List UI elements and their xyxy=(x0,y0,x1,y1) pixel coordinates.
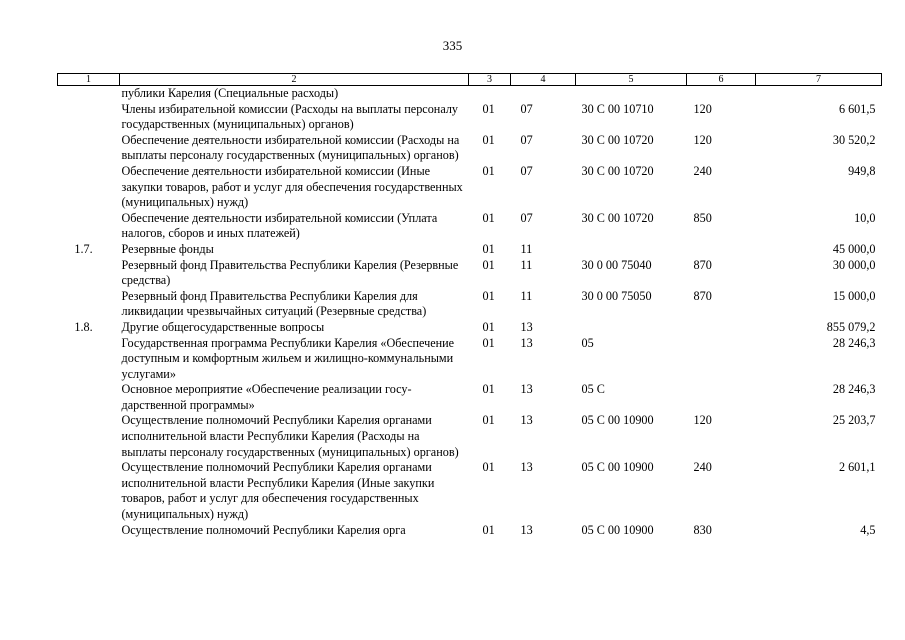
row-section: 01 xyxy=(482,522,495,537)
header-col-6: 6 xyxy=(687,74,756,86)
page-number: 335 xyxy=(442,38,463,53)
table-row xyxy=(58,86,882,102)
row-amount: 28 246,3 xyxy=(832,382,876,397)
row-name: Обеспечение деятельности избирательной комиссии (Иные закупки товаров, работ и услуг для обеспечения государственных (муниципальных) нужд) xyxy=(121,163,463,210)
row-expense-type: 120 xyxy=(693,132,712,147)
row-name: Обеспечение деятельности избирательной комиссии (Расходы на выплаты персоналу государственных (муниципальных) органов) xyxy=(121,132,460,163)
row-subsection: 07 xyxy=(520,101,533,116)
row-subsection: 07 xyxy=(520,210,533,225)
row-section: 01 xyxy=(482,210,495,225)
row-target-code: 05 С xyxy=(581,382,605,397)
row-name: Резервный фонд Правительства Республики Карелия для ликвидации чрезвычайных ситуаций (Резервные средства) xyxy=(121,288,427,319)
row-target-code xyxy=(576,86,687,102)
row-subsection: 07 xyxy=(520,163,533,178)
row-name: Резервный фонд Правительства Республики Карелия (Резервные средства) xyxy=(121,257,459,288)
row-target-code xyxy=(576,320,687,336)
row-expense-type xyxy=(687,242,756,258)
row-number xyxy=(58,289,120,320)
row-section: 01 xyxy=(482,163,495,178)
row-subsection: 13 xyxy=(520,460,533,475)
row-amount: 30 000,0 xyxy=(832,257,876,272)
row-subsection: 13 xyxy=(520,319,533,334)
row-number: 1.8. xyxy=(74,319,93,334)
row-amount: 25 203,7 xyxy=(832,413,876,428)
row-section: 01 xyxy=(482,101,495,116)
table-row xyxy=(58,413,882,460)
table-row xyxy=(58,336,882,383)
row-expense-type xyxy=(687,336,756,383)
table-row xyxy=(58,133,882,164)
row-number xyxy=(58,86,120,102)
row-subsection: 07 xyxy=(520,132,533,147)
row-section: 01 xyxy=(482,319,495,334)
row-subsection: 11 xyxy=(520,257,533,272)
table-row xyxy=(58,258,882,289)
row-subsection: 11 xyxy=(520,288,533,303)
row-target-code: 30 С 00 10720 xyxy=(581,163,654,178)
row-number: 1.7. xyxy=(74,241,93,256)
header-col-2: 2 xyxy=(120,74,469,86)
row-number xyxy=(58,164,120,211)
row-number xyxy=(58,211,120,242)
row-expense-type: 830 xyxy=(693,522,712,537)
row-subsection: 13 xyxy=(520,413,533,428)
row-amount: 6 601,5 xyxy=(838,101,876,116)
row-name: Государственная программа Республики Карелия «Обеспечение доступным и комфортным жильем и жилищно-коммунальными услугами» xyxy=(121,335,455,381)
row-target-code xyxy=(576,242,687,258)
header-col-7: 7 xyxy=(756,74,882,86)
row-name: Основное мероприятие «Обеспечение реализации государственной программы» xyxy=(121,382,412,412)
table-row xyxy=(58,289,882,320)
row-target-code: 30 С 00 10720 xyxy=(581,132,654,147)
row-target-code: 30 0 00 75040 xyxy=(581,257,652,272)
row-amount: 30 520,2 xyxy=(832,132,876,147)
row-number xyxy=(58,133,120,164)
row-expense-type: 870 xyxy=(693,288,712,303)
row-section: 01 xyxy=(482,382,495,397)
row-name: Другие общегосударственные вопросы xyxy=(121,319,325,334)
row-name: Осуществление полномочий Республики Карелия орга xyxy=(121,522,406,537)
row-number xyxy=(58,523,120,539)
row-amount: 15 000,0 xyxy=(832,288,876,303)
row-amount: 45 000,0 xyxy=(832,241,876,256)
row-expense-type xyxy=(687,86,756,102)
row-target-code: 05 xyxy=(581,335,594,350)
row-number xyxy=(58,460,120,522)
header-col-1: 1 xyxy=(58,74,120,86)
row-amount: 10,0 xyxy=(854,210,876,225)
row-section: 01 xyxy=(482,413,495,428)
header-col-5: 5 xyxy=(576,74,687,86)
row-target-code: 30 С 00 10710 xyxy=(581,101,654,116)
table-row xyxy=(58,523,882,539)
row-amount xyxy=(756,86,882,102)
row-expense-type xyxy=(687,320,756,336)
row-amount: 28 246,3 xyxy=(832,335,876,350)
table-row xyxy=(58,382,882,413)
table-row xyxy=(58,102,882,133)
row-section: 01 xyxy=(482,460,495,475)
row-target-code: 30 0 00 75050 xyxy=(581,288,652,303)
table-row xyxy=(58,460,882,522)
row-number xyxy=(58,336,120,383)
row-name: Обеспечение деятельности избирательной комиссии (Уплата налогов, сборов и иных платежей) xyxy=(121,210,438,241)
row-section: 01 xyxy=(482,288,495,303)
row-number xyxy=(58,413,120,460)
header-col-4: 4 xyxy=(511,74,576,86)
row-section: 01 xyxy=(482,241,495,256)
row-amount: 855 079,2 xyxy=(826,319,876,334)
row-name: публики Карелия (Специальные расходы) xyxy=(121,86,339,100)
row-number xyxy=(58,258,120,289)
row-subsection: 13 xyxy=(520,522,533,537)
row-target-code: 05 С 00 10900 xyxy=(581,522,654,537)
row-expense-type: 850 xyxy=(693,210,712,225)
table-row xyxy=(58,320,882,336)
row-target-code: 30 С 00 10720 xyxy=(581,210,654,225)
row-expense-type xyxy=(687,382,756,413)
row-amount: 4,5 xyxy=(860,522,876,537)
row-expense-type: 870 xyxy=(693,257,712,272)
table-header xyxy=(58,74,882,86)
row-expense-type: 240 xyxy=(693,163,712,178)
row-number xyxy=(58,382,120,413)
row-amount: 949,8 xyxy=(848,163,876,178)
row-subsection xyxy=(511,86,576,102)
row-subsection: 13 xyxy=(520,382,533,397)
table-body xyxy=(58,86,882,539)
row-subsection: 13 xyxy=(520,335,533,350)
row-expense-type: 240 xyxy=(693,460,712,475)
row-section: 01 xyxy=(482,335,495,350)
budget-table xyxy=(57,73,882,538)
row-section xyxy=(469,86,511,102)
row-target-code: 05 С 00 10900 xyxy=(581,460,654,475)
row-expense-type: 120 xyxy=(693,413,712,428)
table-row xyxy=(58,211,882,242)
table-row xyxy=(58,242,882,258)
row-name: Осуществление полномочий Республики Карелия органами исполнительной власти Республики Карелия (Иные закупки товаров, работ и услуг для обеспечения государственных (муниципальных) нужд) xyxy=(121,460,435,522)
table-row xyxy=(58,164,882,211)
header-col-3: 3 xyxy=(469,74,511,86)
row-number xyxy=(58,102,120,133)
header-row xyxy=(58,74,882,86)
row-amount: 2 601,1 xyxy=(838,460,876,475)
row-expense-type: 120 xyxy=(693,101,712,116)
row-name: Резервные фонды xyxy=(121,241,214,256)
row-target-code: 05 С 00 10900 xyxy=(581,413,654,428)
row-section: 01 xyxy=(482,132,495,147)
row-name: Осуществление полномочий Республики Карелия органами исполнительной власти Республики Карелия (Расходы на выплаты персоналу государственных (муниципальных) органов) xyxy=(121,413,459,459)
row-section: 01 xyxy=(482,257,495,272)
row-name: Члены избирательной комиссии (Расходы на выплаты персоналу государственных (муниципальных) органов) xyxy=(121,101,459,132)
row-subsection: 11 xyxy=(520,241,533,256)
